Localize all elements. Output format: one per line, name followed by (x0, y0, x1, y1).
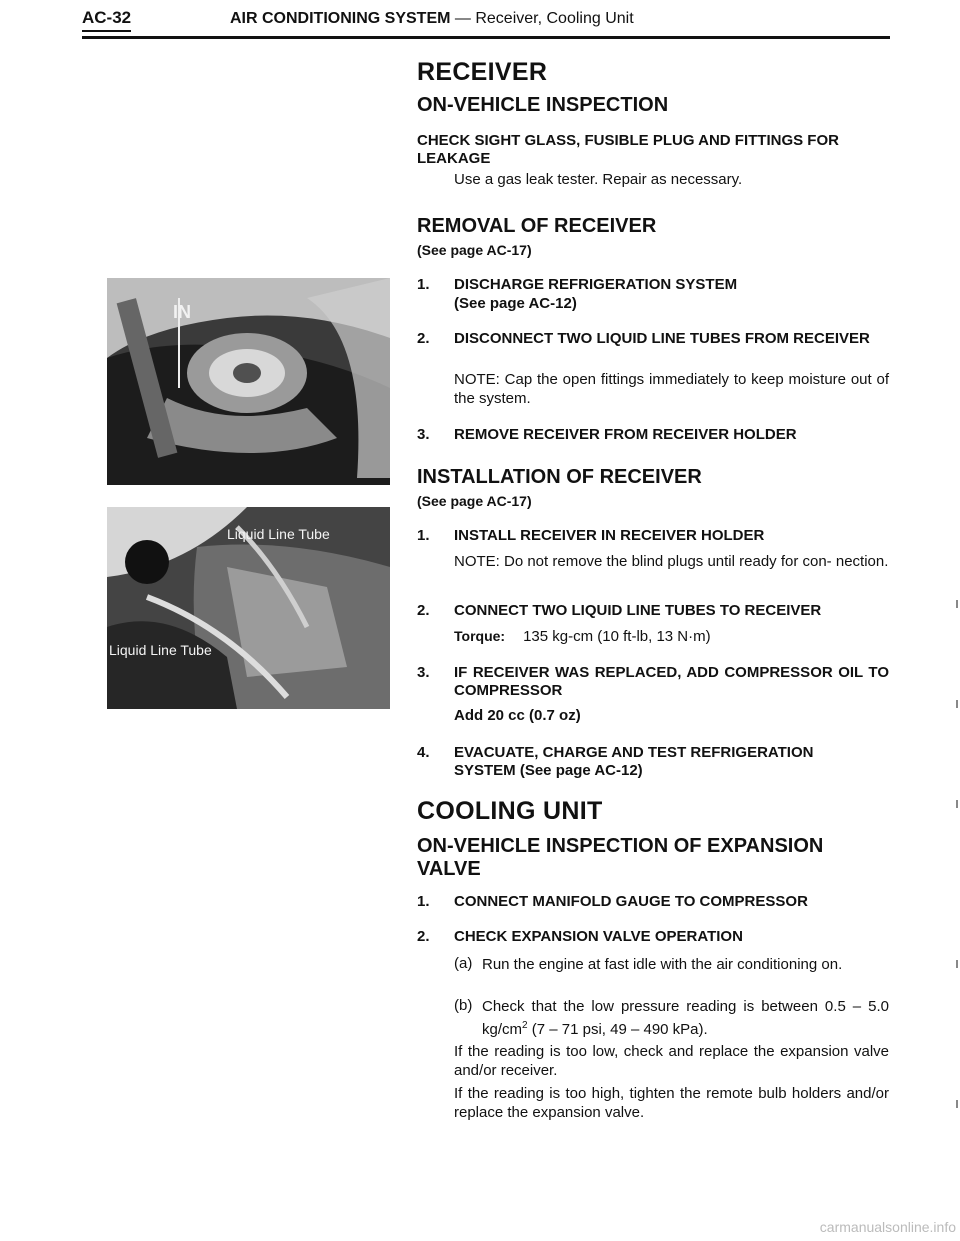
step-number: 1. (417, 527, 430, 544)
step-number: 3. (417, 664, 430, 681)
photo2-label-top: Liquid Line Tube (227, 526, 330, 542)
photo1-label: IN (173, 302, 191, 322)
page-header (82, 6, 890, 39)
margin-mark (956, 800, 958, 808)
compressor-oil-amount: Add 20 cc (0.7 oz) (454, 707, 581, 724)
pressure-text-b: (7 – 71 psi, 49 – 490 kPa). (527, 1021, 708, 1038)
page-number: AC-32 (82, 8, 132, 27)
sub-step-text: Run the engine at fast idle with the air conditioning on. (482, 956, 843, 973)
header-title-rest: — Receiver, Cooling Unit (450, 10, 634, 27)
photo2-label-bottom: Liquid Line Tube (109, 642, 212, 658)
installation-step-1-note: NOTE: Do not remove the blind plugs until ready for con- nection. (454, 553, 889, 570)
margin-mark (956, 1100, 958, 1108)
step-number: 2. (417, 928, 430, 945)
installation-heading: INSTALLATION OF RECEIVER (417, 466, 702, 488)
sub-step-label: (b) (454, 997, 473, 1014)
step-number: 3. (417, 426, 430, 443)
step-text: DISCHARGE REFRIGERATION SYSTEM (454, 276, 738, 293)
sub-step-text (482, 997, 889, 1039)
header-title-bold: AIR CONDITIONING SYSTEM (230, 10, 451, 27)
step-text: IF RECEIVER WAS REPLACED, ADD COMPRESSOR OIL TO COMPRESSOR (454, 664, 889, 699)
step-text: DISCONNECT TWO LIQUID LINE TUBES FROM RECEIVER (454, 330, 870, 347)
torque-label: Torque: (454, 628, 506, 644)
removal-step-2-note: NOTE: Cap the open fittings immediately to keep moisture out of the system. (454, 371, 889, 407)
step-text: REMOVE RECEIVER FROM RECEIVER HOLDER (454, 426, 797, 443)
receiver-photo (107, 278, 390, 485)
step-text: CONNECT TWO LIQUID LINE TUBES TO RECEIVER (454, 602, 822, 619)
liquid-line-photo (107, 507, 390, 709)
torque-value: 135 kg-cm (10 ft-lb, 13 N·m) (523, 628, 711, 645)
step-text: INSTALL RECEIVER IN RECEIVER HOLDER (454, 527, 765, 544)
superscript: 2 (522, 1020, 528, 1031)
removal-heading: REMOVAL OF RECEIVER (417, 215, 657, 237)
step-number: 4. (417, 744, 430, 761)
step-text: CONNECT MANIFOLD GAUGE TO COMPRESSOR (454, 893, 808, 910)
reading-low-note: If the reading is too low, check and replace the expansion valve and/or receiver. (454, 1043, 889, 1079)
expansion-valve-heading: ON-VEHICLE INSPECTION OF EXPANSION VALVE (417, 835, 824, 880)
step-text: EVACUATE, CHARGE AND TEST REFRIGERATION SYSTEM (See page AC-12) (454, 744, 814, 779)
installation-see-page: (See page AC-17) (417, 493, 532, 509)
step-number: 2. (417, 602, 430, 619)
step-number: 1. (417, 276, 430, 293)
margin-mark (956, 700, 958, 708)
step-number: 1. (417, 893, 430, 910)
margin-mark (956, 960, 958, 968)
watermark: carmanualsonline.info (819, 1219, 956, 1235)
step-text-see: (See page AC-12) (454, 295, 577, 312)
header-title (230, 10, 634, 28)
margin-mark (956, 600, 958, 608)
pressure-text-a: Check that the low pressure reading is between 0.5 – 5.0 kg/cm (482, 998, 889, 1038)
sub-step-label: (a) (454, 955, 473, 972)
step-number: 2. (417, 330, 430, 347)
removal-see-page: (See page AC-17) (417, 242, 532, 258)
on-vehicle-inspection-heading: ON-VEHICLE INSPECTION (417, 94, 669, 116)
reading-high-note: If the reading is too high, tighten the remote bulb holders and/or replace the expansion valve. (454, 1085, 889, 1121)
check-sight-glass-heading: CHECK SIGHT GLASS, FUSIBLE PLUG AND FITTINGS FOR LEAKAGE (417, 132, 839, 167)
receiver-title: RECEIVER (417, 58, 548, 86)
torque-spec (454, 628, 889, 646)
cooling-unit-title: COOLING UNIT (417, 797, 603, 825)
leak-tester-text: Use a gas leak tester. Repair as necessary. (454, 171, 743, 188)
step-text: CHECK EXPANSION VALVE OPERATION (454, 928, 743, 945)
